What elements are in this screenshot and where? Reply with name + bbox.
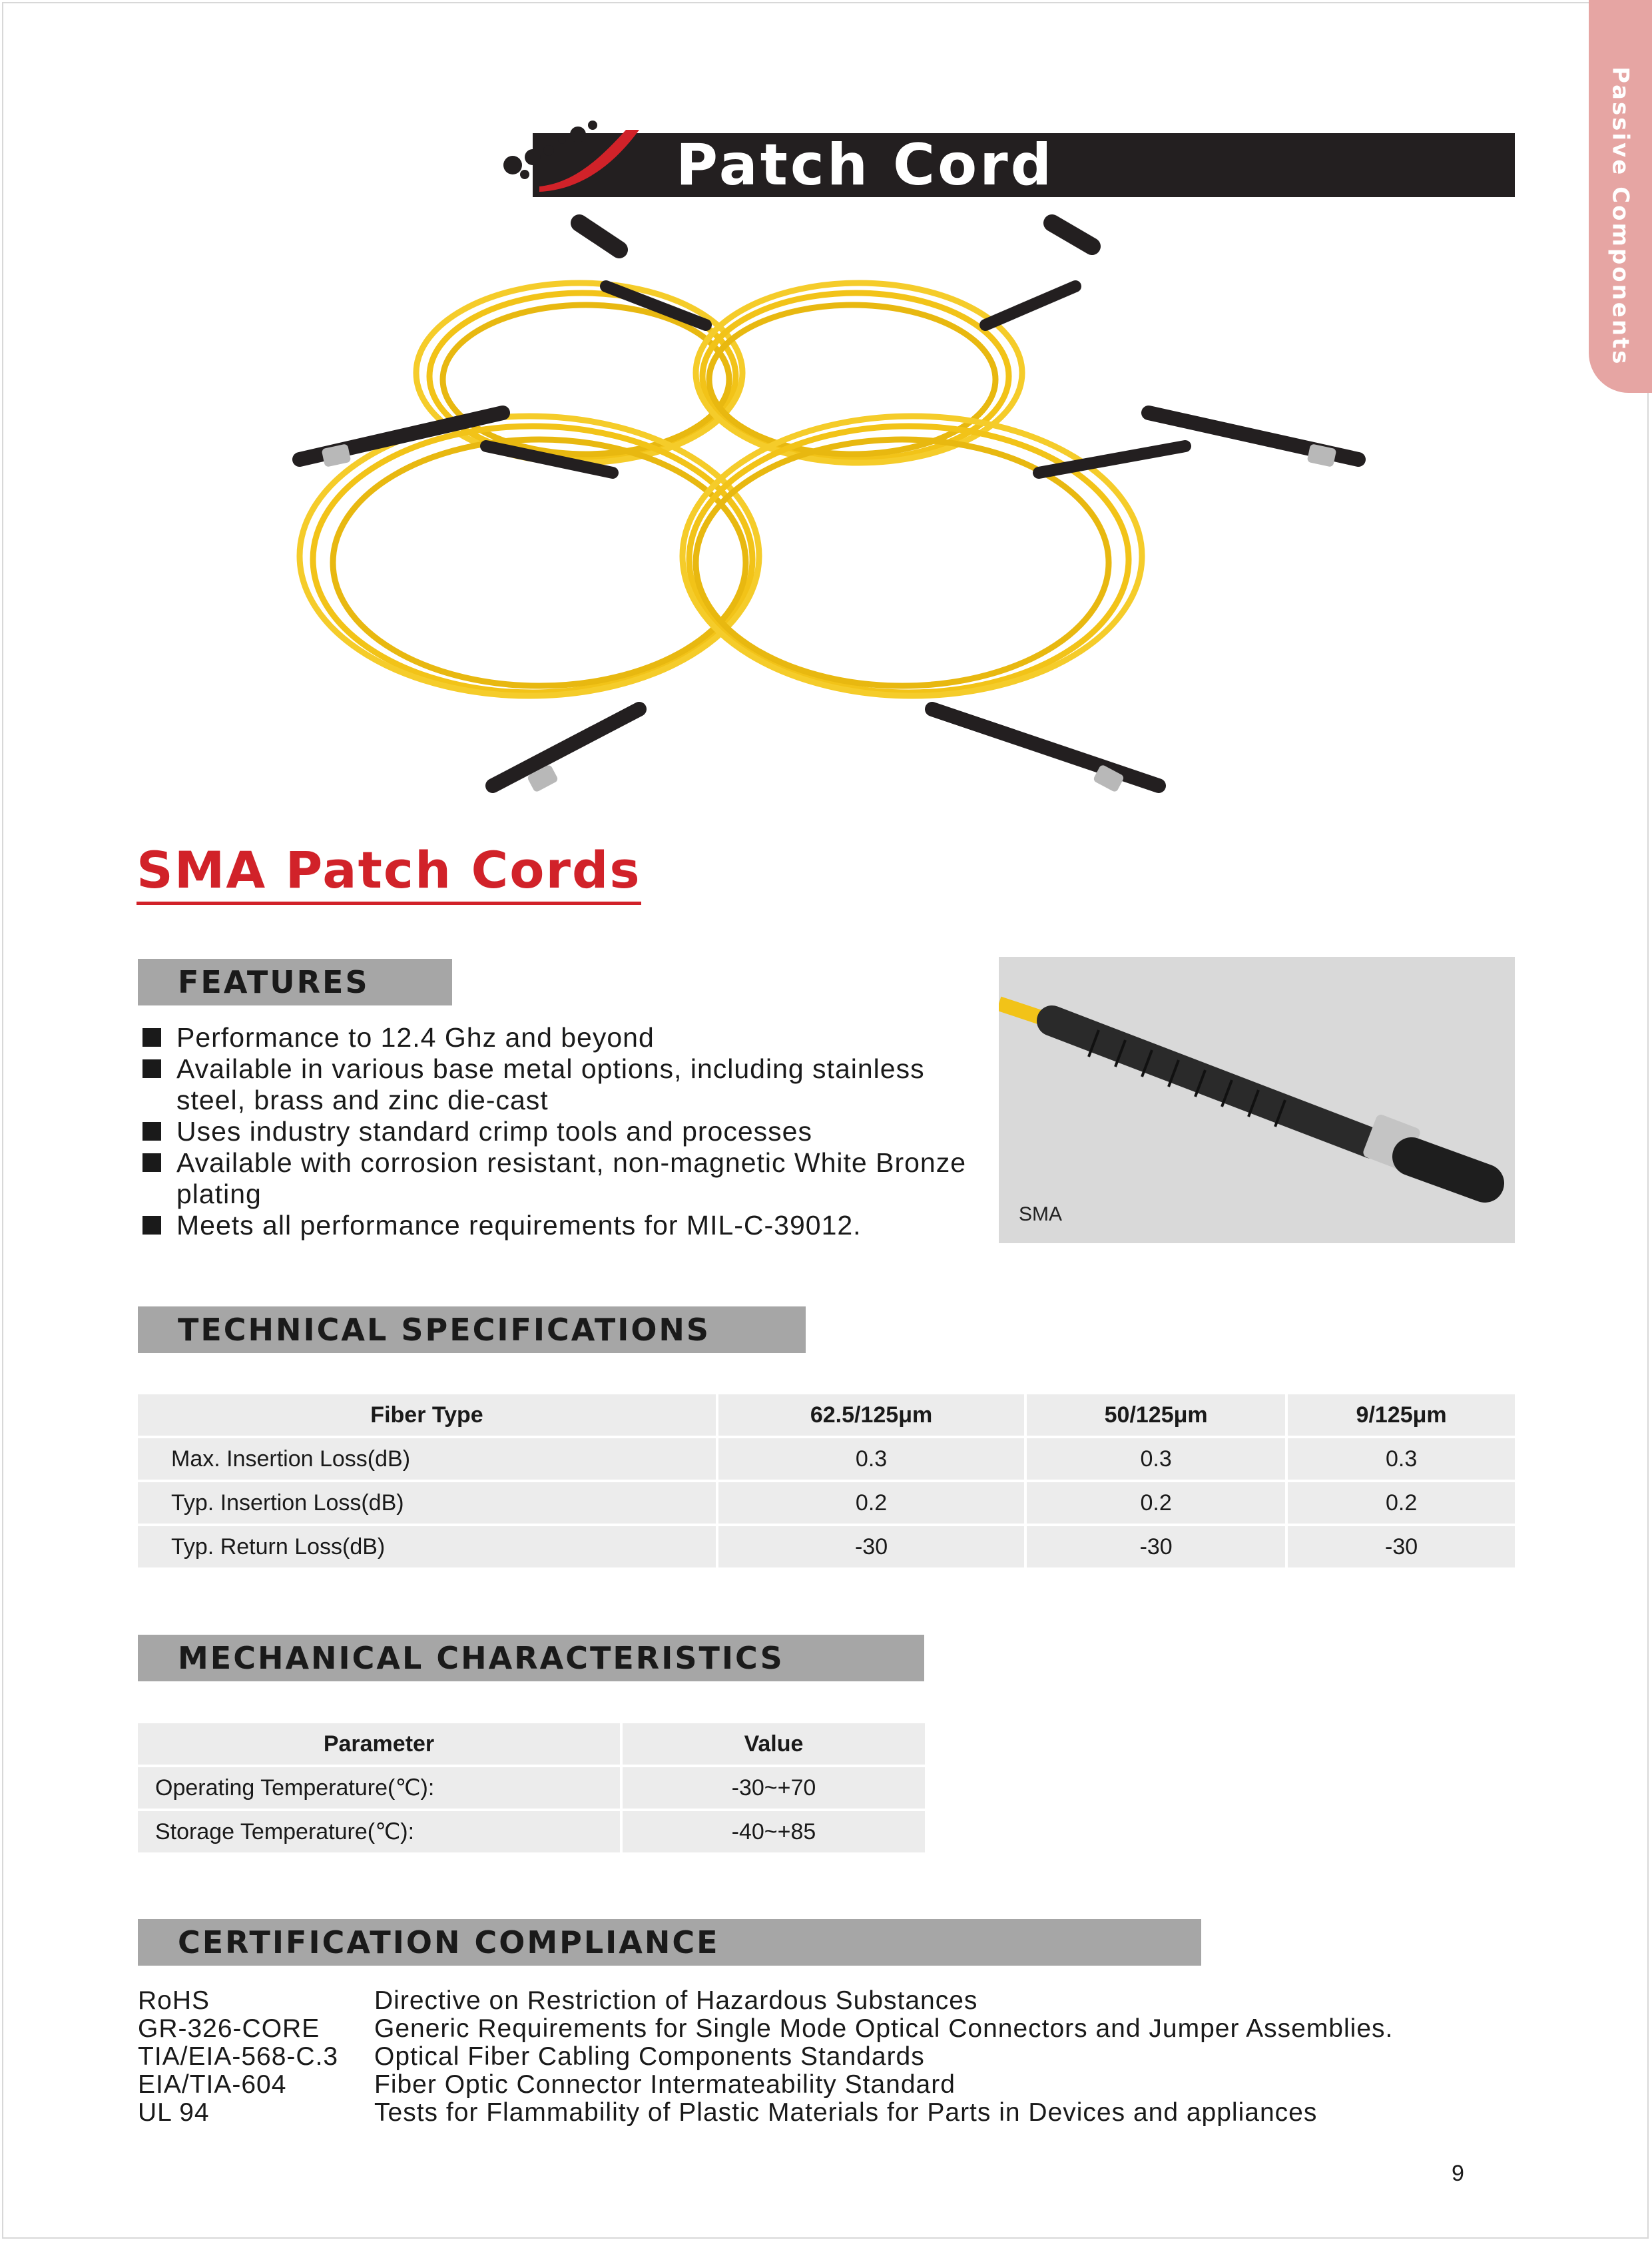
- bullet-icon: [142, 1059, 161, 1078]
- patch-cord-hero-image: [266, 200, 1385, 819]
- table-cell: -30: [1288, 1526, 1515, 1567]
- brand-logo-icon: [499, 113, 659, 200]
- cert-description: Directive on Restriction of Hazardous Substances: [374, 1986, 978, 2015]
- side-tab-label: Passive Components: [1607, 67, 1634, 366]
- cert-code: EIA/TIA-604: [138, 2070, 287, 2099]
- features-list: [140, 1022, 979, 1241]
- table-cell: 0.3: [718, 1438, 1024, 1480]
- bullet-icon: [142, 1122, 161, 1141]
- technical-specifications-heading: TECHNICAL SPECIFICATIONS: [138, 1306, 806, 1353]
- sma-connector-image: [999, 957, 1515, 1243]
- cert-code: TIA/EIA-568-C.3: [138, 2042, 339, 2071]
- table-cell: 0.2: [718, 1482, 1024, 1524]
- page-number: 9: [1452, 2161, 1464, 2186]
- table-cell: Storage Temperature(℃):: [138, 1811, 620, 1852]
- feature-item: Uses industry standard crimp tools and processes: [140, 1116, 979, 1147]
- list-item: [138, 1987, 1393, 2015]
- table-header-cell: 50/125μm: [1027, 1394, 1285, 1436]
- cert-code: UL 94: [138, 2098, 210, 2127]
- table-cell: 0.3: [1288, 1438, 1515, 1480]
- table-header-row: [138, 1723, 925, 1765]
- cert-description: Fiber Optic Connector Intermateability Standard: [374, 2070, 956, 2099]
- certification-list: [138, 1987, 1393, 2127]
- table-cell: -30~+70: [623, 1767, 925, 1809]
- table-cell: -30: [718, 1526, 1024, 1567]
- table-header-row: [138, 1394, 1515, 1436]
- feature-item: Meets all performance requirements for MIL-C-39012.: [140, 1210, 979, 1241]
- table-header-cell: 9/125μm: [1288, 1394, 1515, 1436]
- sma-image-label: SMA: [1019, 1203, 1063, 1225]
- mechanical-characteristics-heading: MECHANICAL CHARACTERISTICS: [138, 1635, 924, 1681]
- features-heading: FEATURES: [138, 959, 452, 1005]
- list-item: [138, 2043, 1393, 2071]
- list-item: [138, 2015, 1393, 2043]
- bullet-icon: [142, 1028, 161, 1047]
- table-header-cell: 62.5/125μm: [718, 1394, 1024, 1436]
- side-tab[interactable]: [1589, 0, 1652, 393]
- table-cell: Operating Temperature(℃):: [138, 1767, 620, 1809]
- bullet-icon: [142, 1153, 161, 1172]
- list-item: [138, 2099, 1393, 2127]
- table-header-cell: Fiber Type: [138, 1394, 716, 1436]
- product-title: SMA Patch Cords: [137, 840, 641, 905]
- sma-connector-icon: [999, 957, 1515, 1243]
- table-cell: 0.2: [1288, 1482, 1515, 1524]
- feature-item: Available in various base metal options, including stainless steel, brass and zinc die-cast: [140, 1053, 979, 1116]
- table-cell: -40~+85: [623, 1811, 925, 1852]
- certification-compliance-heading: CERTIFICATION COMPLIANCE: [138, 1919, 1201, 1966]
- table-cell: 0.2: [1027, 1482, 1285, 1524]
- table-row: [138, 1482, 1515, 1524]
- table-row: [138, 1767, 925, 1809]
- mechanical-characteristics-table: [135, 1721, 928, 1855]
- table-header-cell: Value: [623, 1723, 925, 1765]
- table-cell: Typ. Insertion Loss(dB): [138, 1482, 716, 1524]
- table-cell: Typ. Return Loss(dB): [138, 1526, 716, 1567]
- table-header-cell: Parameter: [138, 1723, 620, 1765]
- cert-code: GR-326-CORE: [138, 2014, 320, 2043]
- cert-code: RoHS: [138, 1986, 210, 2015]
- table-cell: 0.3: [1027, 1438, 1285, 1480]
- cert-description: Tests for Flammability of Plastic Materials for Parts in Devices and appliances: [374, 2098, 1318, 2127]
- cert-description: Optical Fiber Cabling Components Standards: [374, 2042, 925, 2071]
- table-row: [138, 1526, 1515, 1567]
- technical-specifications-table: [135, 1392, 1517, 1570]
- table-cell: -30: [1027, 1526, 1285, 1567]
- feature-item: Available with corrosion resistant, non-magnetic White Bronze plating: [140, 1147, 979, 1210]
- table-row: [138, 1811, 925, 1852]
- banner-title: Patch Cord: [676, 132, 1055, 198]
- table-row: [138, 1438, 1515, 1480]
- table-cell: Max. Insertion Loss(dB): [138, 1438, 716, 1480]
- feature-item: Performance to 12.4 Ghz and beyond: [140, 1022, 979, 1053]
- list-item: [138, 2071, 1393, 2099]
- cert-description: Generic Requirements for Single Mode Optical Connectors and Jumper Assemblies.: [374, 2014, 1394, 2043]
- bullet-icon: [142, 1216, 161, 1235]
